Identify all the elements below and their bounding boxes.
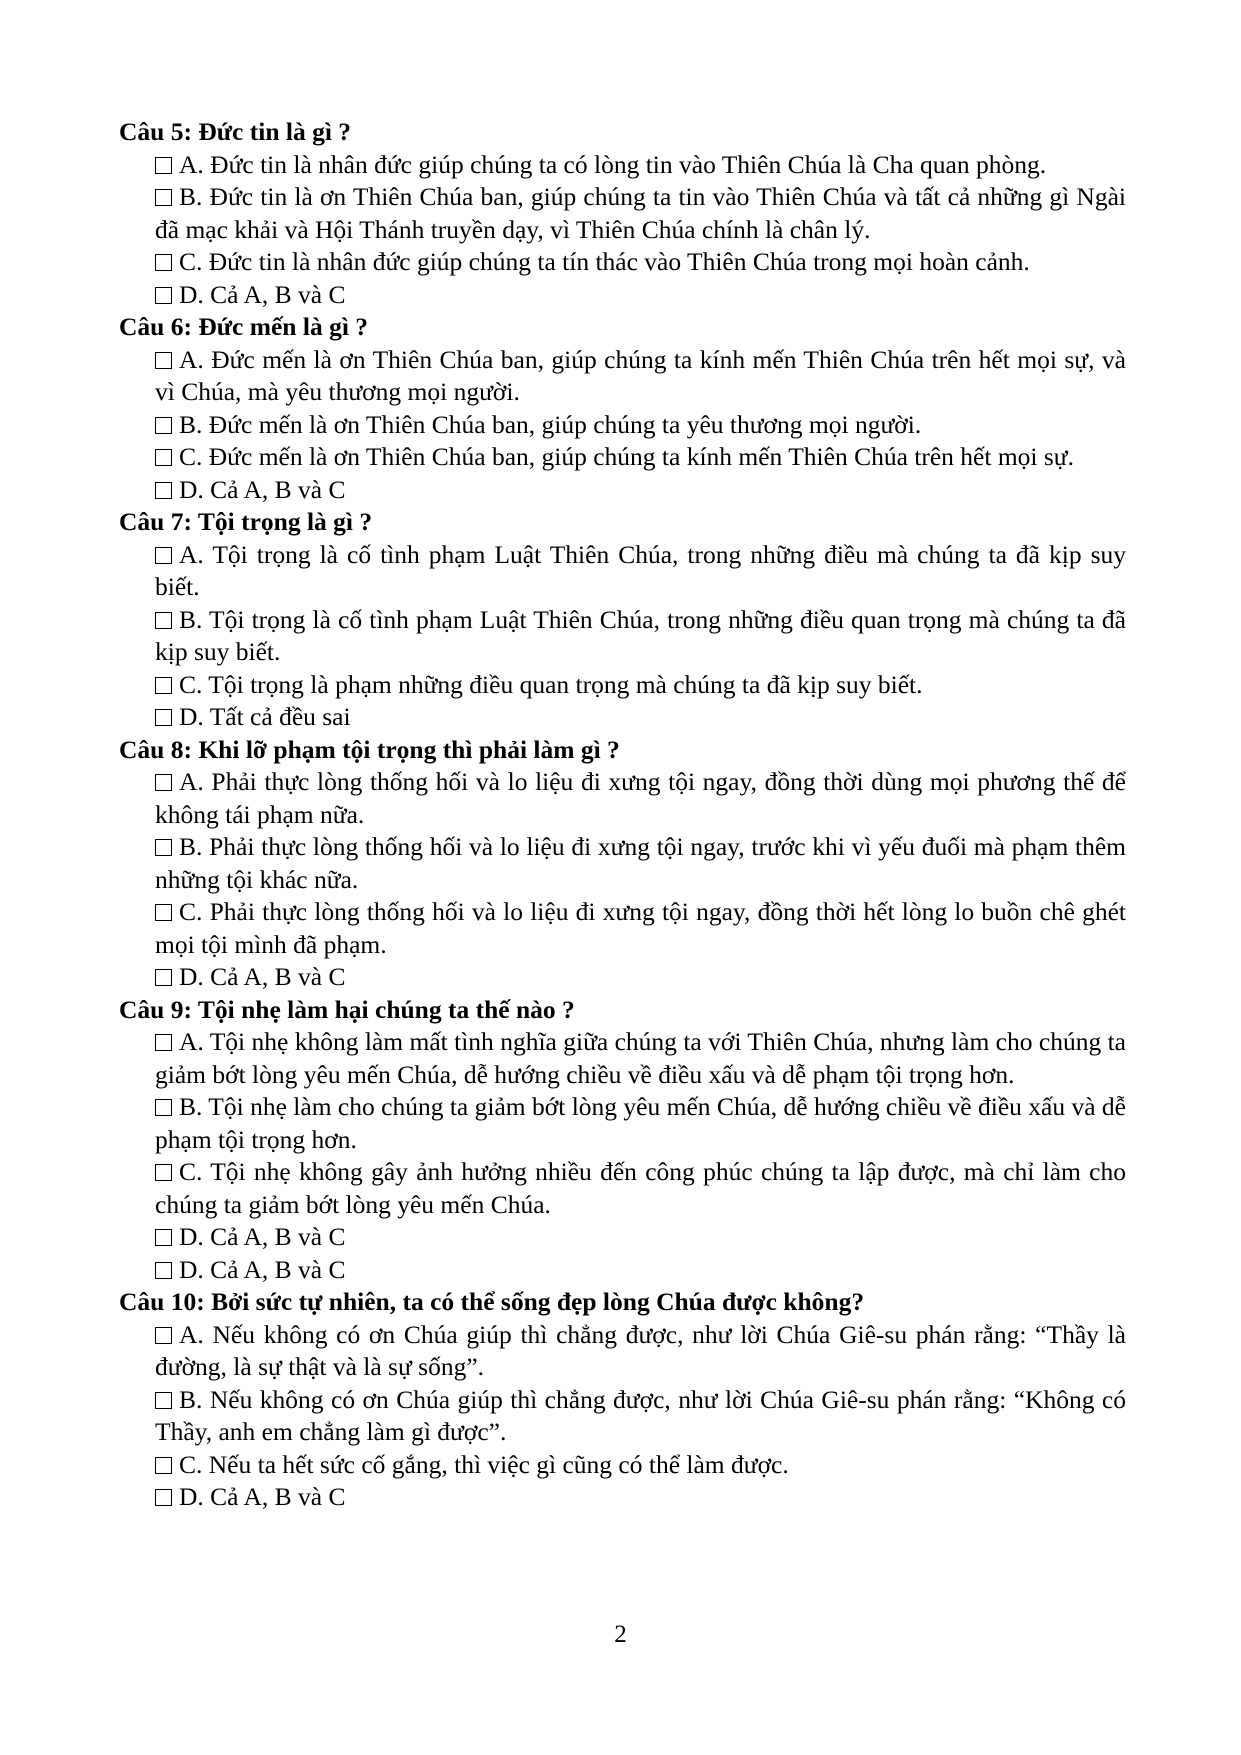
option-a[interactable] — [155, 539, 1126, 604]
checkbox-icon[interactable] — [155, 1327, 172, 1344]
option-text: D. Cả A, B và C — [179, 962, 346, 991]
option-text: B. Tội trọng là cố tình phạm Luật Thiên Chúa, trong những điều quan trọng mà chúng ta đã kịp suy biết. — [155, 604, 1126, 666]
checkbox-icon[interactable] — [155, 1489, 172, 1506]
checkbox-icon[interactable] — [155, 612, 172, 629]
checkbox-icon[interactable] — [155, 287, 172, 304]
option-a[interactable] — [155, 1319, 1126, 1384]
checkbox-icon[interactable] — [155, 417, 172, 434]
checkbox-icon[interactable] — [155, 839, 172, 856]
option-text: A. Tội trọng là cố tình phạm Luật Thiên Chúa, trong những điều mà chúng ta đã kịp suy biết. — [155, 539, 1126, 601]
option-text: C. Tội trọng là phạm những điều quan trọng mà chúng ta đã kịp suy biết. — [179, 669, 923, 699]
option-text: D. Cả A, B và C — [179, 279, 346, 309]
option-text: C. Phải thực lòng thống hối và lo liệu đi xưng tội ngay, đồng thời hết lòng lo buồn chê ghét mọi tội mình đã phạm. — [155, 897, 1126, 959]
option-text: D. Cả A, B và C — [179, 1222, 346, 1251]
option-d[interactable] — [155, 474, 1126, 507]
option-text: A. Tội nhẹ không làm mất tình nghĩa giữa chúng ta với Thiên Chúa, nhưng làm cho chúng ta giảm bớt lòng yêu mến Chúa, dễ hướng chiều về điều xấu và dễ phạm tội trọng hơn. — [155, 1027, 1126, 1089]
checkbox-icon[interactable] — [155, 1457, 172, 1474]
option-text: D. Tất cả đều sai — [179, 702, 351, 731]
option-a[interactable] — [155, 1026, 1126, 1091]
option-c[interactable] — [155, 1156, 1126, 1221]
option-text: B. Nếu không có ơn Chúa giúp thì chẳng được, như lời Chúa Giê-su phán rằng: “Không có Thầy, anh em chẳng làm gì được”. — [155, 1384, 1126, 1446]
checkbox-icon[interactable] — [155, 547, 172, 564]
option-d[interactable] — [155, 1221, 1126, 1254]
option-a[interactable] — [155, 344, 1126, 409]
question-title: Câu 6: Đức mến là gì ? — [119, 312, 369, 341]
option-a[interactable] — [155, 149, 1126, 182]
option-d[interactable] — [155, 961, 1126, 994]
option-b[interactable] — [155, 1384, 1126, 1449]
option-text: C. Tội nhẹ không gây ảnh hưởng nhiều đến công phúc chúng ta lập được, mà chỉ làm cho chúng ta giảm bớt lòng yêu mến Chúa. — [155, 1157, 1126, 1219]
checkbox-icon[interactable] — [155, 482, 172, 499]
option-c[interactable] — [155, 896, 1126, 961]
option-b[interactable] — [155, 831, 1126, 896]
option-b[interactable] — [155, 1091, 1126, 1156]
option-d[interactable] — [155, 279, 1126, 312]
checkbox-icon[interactable] — [155, 904, 172, 921]
question-title: Câu 9: Tội nhẹ làm hại chúng ta thế nào ? — [119, 994, 575, 1024]
question-title: Câu 5: Đức tin là gì ? — [119, 117, 352, 146]
option-c[interactable] — [155, 1449, 1126, 1482]
checkbox-icon[interactable] — [155, 677, 172, 694]
question-9 — [119, 994, 1126, 1287]
option-text: D. Cả A, B và C — [179, 1254, 346, 1284]
checkbox-icon[interactable] — [155, 774, 172, 791]
checkbox-icon[interactable] — [155, 157, 172, 174]
option-text: C. Đức tin là nhân đức giúp chúng ta tín thác vào Thiên Chúa trong mọi hoàn cảnh. — [179, 247, 1030, 276]
question-title: Câu 10: Bởi sức tự nhiên, ta có thể sống đẹp lòng Chúa được không? — [119, 1287, 865, 1316]
option-b[interactable] — [155, 409, 1126, 442]
option-c[interactable] — [155, 441, 1126, 474]
option-text: D. Cả A, B và C — [179, 1482, 346, 1511]
checkbox-icon[interactable] — [155, 1392, 172, 1409]
document-page — [119, 116, 1126, 1514]
option-text: B. Đức tin là ơn Thiên Chúa ban, giúp chúng ta tin vào Thiên Chúa và tất cả những gì Ngài đã mạc khải và Hội Thánh truyền dạy, vì Thiên Chúa chính là chân lý. — [155, 182, 1126, 244]
option-c[interactable] — [155, 246, 1126, 279]
option-text: C. Đức mến là ơn Thiên Chúa ban, giúp chúng ta kính mến Thiên Chúa trên hết mọi sự. — [179, 442, 1074, 471]
option-d-duplicate[interactable] — [155, 1254, 1126, 1287]
option-text: D. Cả A, B và C — [179, 474, 346, 504]
page-number: 2 — [614, 1621, 627, 1648]
question-10 — [119, 1286, 1126, 1514]
option-d[interactable] — [155, 701, 1126, 734]
checkbox-icon[interactable] — [155, 1229, 172, 1246]
checkbox-icon[interactable] — [155, 1034, 172, 1051]
question-title: Câu 8: Khi lỡ phạm tội trọng thì phải làm gì ? — [119, 734, 620, 764]
checkbox-icon[interactable] — [155, 352, 172, 369]
checkbox-icon[interactable] — [155, 1099, 172, 1116]
question-8 — [119, 734, 1126, 994]
option-text: A. Đức mến là ơn Thiên Chúa ban, giúp chúng ta kính mến Thiên Chúa trên hết mọi sự, và vì Chúa, mà yêu thương mọi người. — [155, 344, 1126, 406]
checkbox-icon[interactable] — [155, 969, 172, 986]
option-text: A. Nếu không có ơn Chúa giúp thì chẳng được, như lời Chúa Giê-su phán rằng: “Thầy là đường, là sự thật và là sự sống”. — [155, 1319, 1126, 1381]
checkbox-icon[interactable] — [155, 1164, 172, 1181]
option-text: B. Phải thực lòng thống hối và lo liệu đi xưng tội ngay, trước khi vì yếu đuối mà phạm thêm những tội khác nữa. — [155, 832, 1126, 894]
question-7 — [119, 506, 1126, 734]
checkbox-icon[interactable] — [155, 189, 172, 206]
checkbox-icon[interactable] — [155, 1262, 172, 1279]
option-text: C. Nếu ta hết sức cố gắng, thì việc gì cũng có thể làm được. — [179, 1449, 789, 1479]
option-b[interactable] — [155, 604, 1126, 669]
option-a[interactable] — [155, 766, 1126, 831]
option-text: A. Đức tin là nhân đức giúp chúng ta có lòng tin vào Thiên Chúa là Cha quan phòng. — [179, 149, 1047, 179]
option-d[interactable] — [155, 1481, 1126, 1514]
option-text: B. Tội nhẹ làm cho chúng ta giảm bớt lòng yêu mến Chúa, dễ hướng chiều về điều xấu và dễ phạm tội trọng hơn. — [155, 1092, 1126, 1154]
option-b[interactable] — [155, 181, 1126, 246]
checkbox-icon[interactable] — [155, 709, 172, 726]
option-text: B. Đức mến là ơn Thiên Chúa ban, giúp chúng ta yêu thương mọi người. — [179, 409, 922, 439]
question-title: Câu 7: Tội trọng là gì ? — [119, 507, 373, 536]
option-text: A. Phải thực lòng thống hối và lo liệu đi xưng tội ngay, đồng thời dùng mọi phương thế để không tái phạm nữa. — [155, 767, 1126, 829]
checkbox-icon[interactable] — [155, 449, 172, 466]
question-6 — [119, 311, 1126, 506]
checkbox-icon[interactable] — [155, 254, 172, 271]
question-5 — [119, 116, 1126, 311]
option-c[interactable] — [155, 669, 1126, 702]
